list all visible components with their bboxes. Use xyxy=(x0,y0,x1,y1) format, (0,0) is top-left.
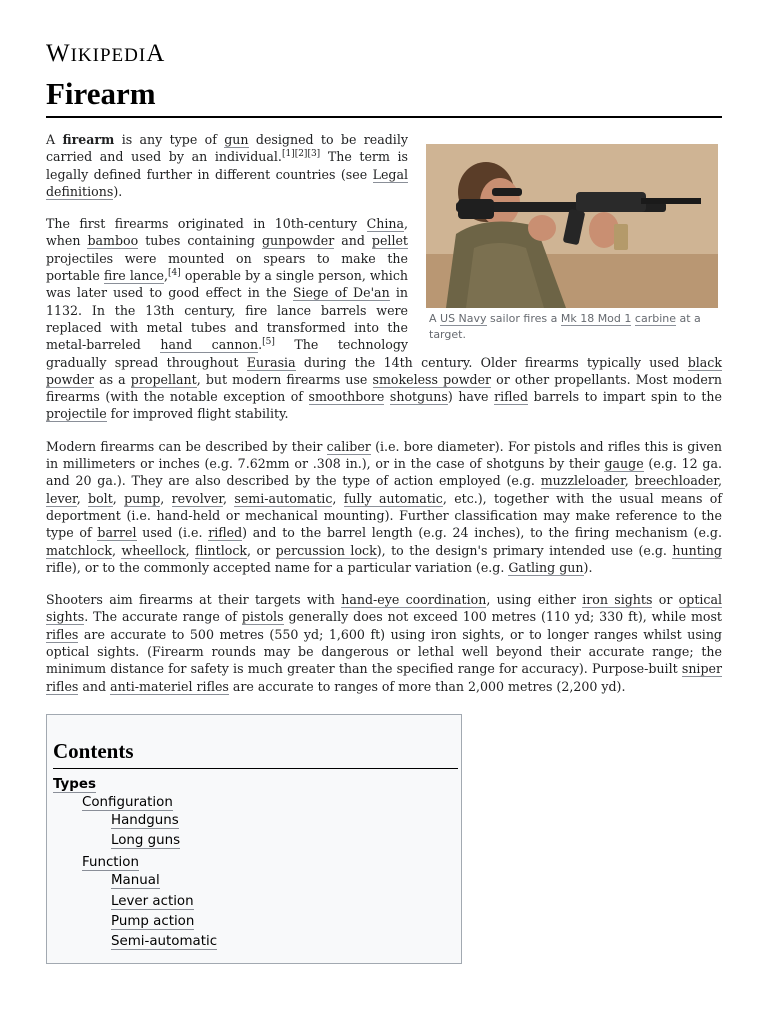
toc-item-types[interactable]: Types xyxy=(53,777,96,792)
link-caliber[interactable]: caliber xyxy=(326,438,371,454)
link-pistols[interactable]: pistols xyxy=(241,609,284,625)
link-pellet[interactable]: pellet xyxy=(371,233,408,249)
cite-3[interactable]: [3] xyxy=(307,149,321,160)
wikipedia-logo[interactable]: WIKIPEDIA xyxy=(46,40,166,67)
link-mk18[interactable]: Mk 18 Mod 1 xyxy=(560,312,632,325)
link-breechloader[interactable]: breechloader xyxy=(634,473,718,489)
toc-item-handguns[interactable]: Handguns xyxy=(111,813,179,828)
link-hand-eye-coordination[interactable]: hand-eye coordination xyxy=(341,592,487,608)
toc-item-pump-action[interactable]: Pump action xyxy=(111,914,195,929)
article-body xyxy=(46,131,722,710)
link-barrel[interactable]: barrel xyxy=(97,525,137,541)
cite-5[interactable]: [5] xyxy=(262,337,275,348)
link-matchlock[interactable]: matchlock xyxy=(46,542,112,558)
link-revolver[interactable]: revolver xyxy=(171,490,224,506)
toc-item-manual[interactable]: Manual xyxy=(111,873,160,888)
link-gunpowder[interactable]: gunpowder xyxy=(261,233,335,249)
paragraph-2: The first firearms originated in 10th-century China, when bamboo tubes containing gunpowder and pellet projectiles were mounted on spears to make the portable fire lance,[4] operable by a single person, which was later used to good effect in the Siege of De'an in 1132. In the 13th century, fire lance barrels were replaced with metal tubes and transformed into the metal-barreled hand cannon.[5] The technology gradually spread throughout Eurasia during the 14th century. Older firearms typically used black powder as a propellant, but modern firearms use smokeless powder or other propellants. Most modern firearms (with the notable exception of smoothbore shotguns) have rifled barrels to impart spin to the projectile for improved flight stability. xyxy=(46,216,722,422)
link-wheellock[interactable]: wheellock xyxy=(121,542,186,558)
paragraph-1: A US Navy sailor fires a Mk 18 Mod 1 carbine at a target. A firearm is any type of gun designed to be readily carried and used by an individual.[1][2][3] The term is legally defined further in different countries (see Legal definitions). xyxy=(46,131,722,200)
link-siege-of-dean[interactable]: Siege of De'an xyxy=(292,285,390,301)
link-shotguns[interactable]: shotguns xyxy=(389,389,448,405)
link-black-powder[interactable]: black powder xyxy=(46,354,722,387)
toc-item-semi-automatic[interactable]: Semi-automatic xyxy=(111,934,218,949)
link-rifles[interactable]: rifles xyxy=(46,626,79,642)
photo-illustration xyxy=(426,144,718,308)
toc-item-configuration[interactable]: Configuration xyxy=(82,795,173,810)
paragraph-4: Shooters aim firearms at their targets with hand-eye coordination, using either iron sights or optical sights. The accurate range of pistols generally does not exceed 100 metres (110 yd; 330 ft), while most rifles are accurate to 500 metres (550 yd; 1,600 ft) using iron sights, or to longer ranges whilst using optical sights. (Firearm rounds may be dangerous or lethal well beyond their accurate range; the minimum distance for safety is much greater than the specified range for accuracy). Purpose-built sniper rifles and anti-materiel rifles are accurate to ranges of more than 2,000 metres (2,200 yd). xyxy=(46,592,722,694)
toc-divider xyxy=(53,768,458,769)
link-rifled[interactable]: rifled xyxy=(494,389,529,405)
link-smoothbore[interactable]: smoothbore xyxy=(308,389,385,405)
link-optical-sights[interactable]: optical sights xyxy=(46,592,722,625)
link-gauge[interactable]: gauge xyxy=(604,456,644,472)
link-gatling-gun[interactable]: Gatling gun xyxy=(508,559,584,575)
link-hand-cannon[interactable]: hand cannon xyxy=(160,337,259,353)
link-gun[interactable]: gun xyxy=(224,132,249,147)
thumbnail xyxy=(426,144,722,343)
link-bamboo[interactable]: bamboo xyxy=(87,233,139,249)
cite-2[interactable]: [2] xyxy=(294,149,308,160)
link-legal-definitions[interactable]: Legal definitions xyxy=(46,166,408,199)
table-of-contents xyxy=(46,714,462,964)
link-propellant[interactable]: propellant xyxy=(130,371,197,387)
cite-1[interactable]: [1] xyxy=(281,149,295,160)
thumbnail-caption: A US Navy sailor fires a Mk 18 Mod 1 carbine at a target. xyxy=(429,312,701,341)
link-us-navy[interactable]: US Navy xyxy=(440,312,487,325)
link-rifled-2[interactable]: rifled xyxy=(208,525,243,541)
link-hunting[interactable]: hunting xyxy=(672,542,722,558)
toc-item-function[interactable]: Function xyxy=(82,855,139,870)
bold-firearm: firearm xyxy=(62,132,115,147)
link-percussion-lock[interactable]: percussion lock xyxy=(275,542,377,558)
toc-item-long-guns[interactable]: Long guns xyxy=(111,833,181,848)
link-sniper-rifles[interactable]: sniper rifles xyxy=(46,661,722,694)
paragraph-3: Modern firearms can be described by their caliber (i.e. bore diameter). For pistols and rifles this is given in millimeters or inches (e.g. 7.62mm or .308 in.), or in the case of shotguns by their gauge (e.g. 12 ga. and 20 ga.). They are also described by the type of action employed (e.g. muzzleloader, breechloader, lever, bolt, pump, revolver, semi-automatic, fully automatic, etc.), together with the usual means of deportment (i.e. hand-held or mechanical mounting). Further classification may make reference to the type of barrel used (i.e. rifled) and to the barrel length (e.g. 24 inches), to the firing mechanism (e.g. matchlock, wheellock, flintlock, or percussion lock), to the design's primary intended use (e.g. hunting rifle), or to the commonly accepted name for a particular variation (e.g. Gatling gun). xyxy=(46,438,723,575)
link-smokeless-powder[interactable]: smokeless powder xyxy=(372,371,492,387)
toc-item-lever-action[interactable]: Lever action xyxy=(111,894,194,909)
link-flintlock[interactable]: flintlock xyxy=(195,542,248,558)
link-fire-lance[interactable]: fire lance xyxy=(103,268,164,284)
page-title: Firearm xyxy=(46,76,156,111)
cite-4[interactable]: [4] xyxy=(167,267,181,278)
link-eurasia[interactable]: Eurasia xyxy=(246,354,296,370)
link-lever[interactable]: lever xyxy=(46,490,77,506)
link-pump[interactable]: pump xyxy=(124,490,161,506)
link-iron-sights[interactable]: iron sights xyxy=(582,592,653,608)
toc-title: Contents xyxy=(53,739,134,763)
link-bolt[interactable]: bolt xyxy=(88,490,113,506)
link-china[interactable]: China xyxy=(366,216,404,232)
link-fully-automatic[interactable]: fully automatic xyxy=(343,490,443,506)
navy-sailor-photo[interactable] xyxy=(426,144,718,308)
link-carbine[interactable]: carbine xyxy=(634,312,676,325)
link-projectile[interactable]: projectile xyxy=(46,406,107,422)
link-anti-materiel-rifles[interactable]: anti-materiel rifles xyxy=(110,678,229,694)
title-divider xyxy=(46,116,722,118)
link-muzzleloader[interactable]: muzzleloader xyxy=(540,473,625,489)
link-semi-automatic[interactable]: semi-automatic xyxy=(234,490,333,506)
